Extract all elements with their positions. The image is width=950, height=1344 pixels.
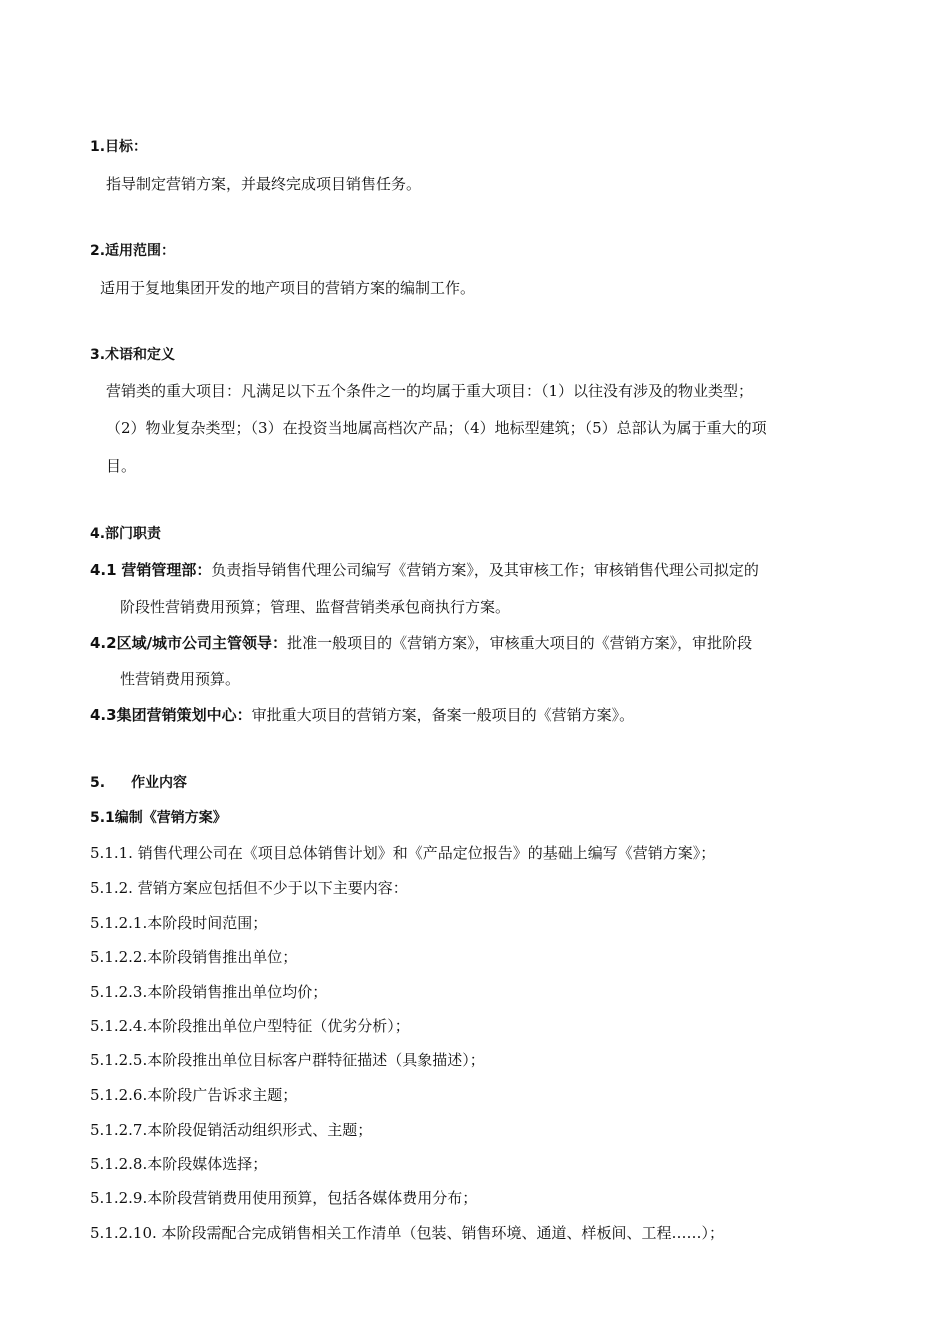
duty-text: 审批重大项目的营销方案，备案一般项目的《营销方案》。 [251,706,635,724]
section-5-title [90,773,187,793]
list-item: 5.1.2.7.本阶段促销活动组织形式、主题； [90,1121,373,1139]
section-3-line: 营销类的重大项目：凡满足以下五个条件之一的均属于重大项目：（1）以往没有涉及的物业类型； [106,382,754,400]
duty-number: 4.3 [90,706,117,724]
list-item: 5.1.1. 销售代理公司在《项目总体销售计划》和《产品定位报告》的基础上编写《营销方案》； [90,844,716,862]
duty-continuation: 阶段性营销费用预算；管理、监督营销类承包商执行方案。 [120,598,511,616]
duty-label: 营销管理部： [121,561,212,579]
section-5-number: 5. [90,775,106,791]
duty-continuation: 性营销费用预算。 [120,670,241,688]
duty-text: 批准一般项目的《营销方案》，审核重大项目的《营销方案》，审批阶段 [287,634,753,652]
section-2-title: 2.适用范围： [90,243,176,259]
section-5-label: 作业内容 [131,775,188,791]
subsection-title: 5.1编制《营销方案》 [90,810,227,826]
section-2-body: 适用于复地集团开发的地产项目的营销方案的编制工作。 [100,279,476,297]
list-item: 5.1.2.10. 本阶段需配合完成销售相关工作清单（包装、销售环境、通道、样板间、工程……）； [90,1224,725,1242]
duty-item-group-center [90,705,634,725]
list-item: 5.1.2.6.本阶段广告诉求主题； [90,1086,298,1104]
list-item: 5.1.2.2.本阶段销售推出单位； [90,948,298,966]
list-item: 5.1.2.5.本阶段推出单位目标客户群特征描述（具象描述）； [90,1051,485,1069]
list-item: 5.1.2.8.本阶段媒体选择； [90,1155,268,1173]
duty-label: 集团营销策划中心： [116,706,252,724]
list-item: 5.1.2.9.本阶段营销费用使用预算，包括各媒体费用分布； [90,1189,478,1207]
list-item: 5.1.2.4.本阶段推出单位户型特征（优劣分析）； [90,1017,410,1035]
duty-label: 区域/城市公司主管领导： [116,634,288,652]
section-1-title: 1.目标： [90,139,148,155]
section-3-line: 目。 [106,457,137,475]
section-3-title: 3.术语和定义 [90,347,176,363]
list-item: 5.1.2.3.本阶段销售推出单位均价； [90,983,328,1001]
duty-number: 4.2 [90,634,117,652]
section-4-title: 4.部门职责 [90,526,162,542]
section-3-line: （2）物业复杂类型；（3）在投资当地属高档次产品；（4）地标型建筑；（5）总部认为属于重大的项 [106,419,767,437]
list-item: 5.1.2.1.本阶段时间范围； [90,914,268,932]
duty-item-marketing-dept [90,560,759,580]
section-1-body: 指导制定营销方案，并最终完成项目销售任务。 [106,175,422,193]
duty-item-regional-leader [90,633,752,653]
duty-number: 4.1 [90,561,117,579]
list-item: 5.1.2. 营销方案应包括但不少于以下主要内容： [90,879,408,897]
duty-text: 负责指导销售代理公司编写《营销方案》，及其审核工作；审核销售代理公司拟定的 [211,561,759,579]
